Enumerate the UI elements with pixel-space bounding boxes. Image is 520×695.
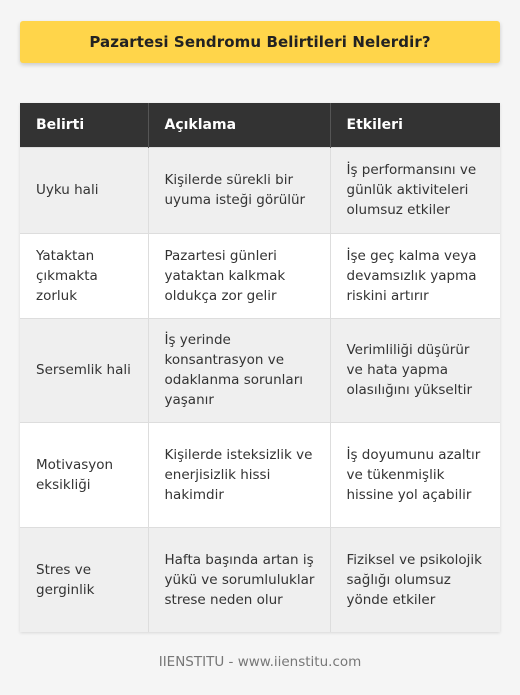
cell-aciklama: Pazartesi günleri yataktan kalkmak oldukça zor gelir [148, 233, 330, 318]
cell-belirti: Sersemlik hali [20, 318, 148, 422]
column-header-belirti: Belirti [20, 103, 148, 147]
cell-aciklama: Kişilerde sürekli bir uyuma isteği görülür [148, 147, 330, 233]
cell-belirti: Yataktan çıkmakta zorluk [20, 233, 148, 318]
title-banner [20, 21, 500, 63]
page-title: Pazartesi Sendromu Belirtileri Nelerdir? [89, 33, 431, 51]
table-row [20, 527, 500, 632]
table-row [20, 422, 500, 527]
symptoms-table [20, 103, 500, 632]
column-header-aciklama: Açıklama [148, 103, 330, 147]
cell-etkileri: Fiziksel ve psikolojik sağlığı olumsuz yönde etkiler [330, 527, 500, 632]
table-row [20, 233, 500, 318]
cell-aciklama: Kişilerde isteksizlik ve enerjisizlik hissi hakimdir [148, 422, 330, 527]
table-header-row [20, 103, 500, 147]
cell-aciklama: Hafta başında artan iş yükü ve sorumluluklar strese neden olur [148, 527, 330, 632]
cell-etkileri: İş doyumunu azaltır ve tükenmişlik hissine yol açabilir [330, 422, 500, 527]
cell-belirti: Motivasyon eksikliği [20, 422, 148, 527]
cell-aciklama: İş yerinde konsantrasyon ve odaklanma sorunları yaşanır [148, 318, 330, 422]
table-row [20, 318, 500, 422]
cell-belirti: Stres ve gerginlik [20, 527, 148, 632]
cell-etkileri: Verimliliği düşürür ve hata yapma olasılığını yükseltir [330, 318, 500, 422]
cell-etkileri: İşe geç kalma veya devamsızlık yapma riskini artırır [330, 233, 500, 318]
cell-etkileri: İş performansını ve günlük aktiviteleri olumsuz etkiler [330, 147, 500, 233]
table-row [20, 147, 500, 233]
footer-credit: IIENSTITU - www.iienstitu.com [158, 654, 362, 670]
column-header-etkileri: Etkileri [330, 103, 500, 147]
cell-belirti: Uyku hali [20, 147, 148, 233]
